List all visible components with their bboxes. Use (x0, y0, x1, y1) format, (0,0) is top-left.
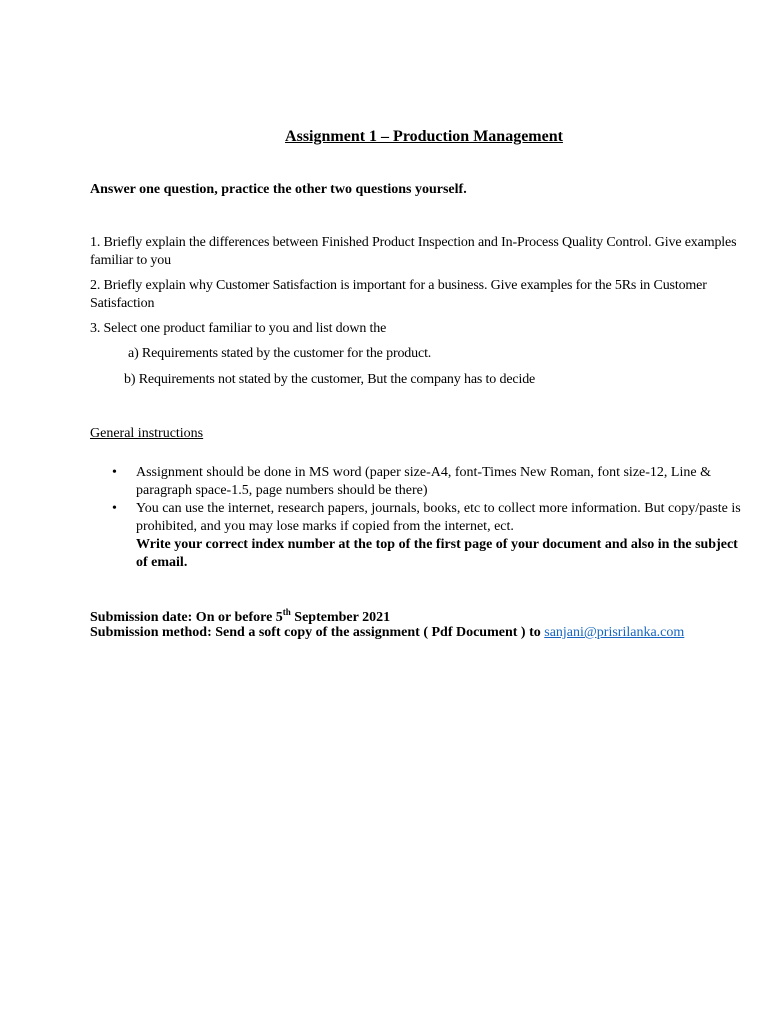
list-item (90, 464, 750, 500)
submission-date (90, 607, 390, 626)
general-instructions-heading: General instructions (90, 426, 204, 441)
submission-method (90, 625, 684, 641)
page-title: Assignment 1 – Production Management (285, 128, 563, 145)
instruction-text-1: Assignment should be done in MS word (paper size-A4, font-Times New Roman, font size-12, Line & paragraph space-1.5, page numbers should be there) (136, 465, 711, 498)
email-link[interactable]: sanjani@prisrilanka.com (544, 625, 685, 640)
bullet-icon: • (112, 465, 117, 480)
question-1: 1. Briefly explain the differences between Finished Product Inspection and In-Process Quality Control. Give examples familiar to you (90, 235, 737, 268)
list-item (90, 500, 750, 572)
instruction-text-2: You can use the internet, research papers, journals, books, etc to collect more information. But copy/paste is prohibited, and you may lose marks if copied from the internet, ect. (136, 501, 741, 534)
index-number-note: Write your correct index number at the top of the first page of your document and also in the subject of email. (136, 537, 738, 570)
question-3: 3. Select one product familiar to you and list down the (90, 321, 387, 336)
ordinal-suffix: th (282, 607, 291, 617)
submission-date-prefix: Submission date: On or before 5 (90, 610, 283, 625)
question-3-part-b: b) Requirements not stated by the customer, But the company has to decide (124, 372, 536, 387)
submission-method-text: Submission method: Send a soft copy of the assignment ( Pdf Document ) to (90, 625, 545, 640)
bullet-icon: • (112, 501, 117, 516)
question-2: 2. Briefly explain why Customer Satisfaction is important for a business. Give examples for the 5Rs in Customer Satisfaction (90, 278, 707, 311)
question-3-part-a: a) Requirements stated by the customer for the product. (128, 346, 432, 361)
assignment-directive: Answer one question, practice the other two questions yourself. (90, 182, 467, 197)
instructions-list (90, 464, 750, 572)
submission-date-suffix: September 2021 (290, 610, 391, 625)
